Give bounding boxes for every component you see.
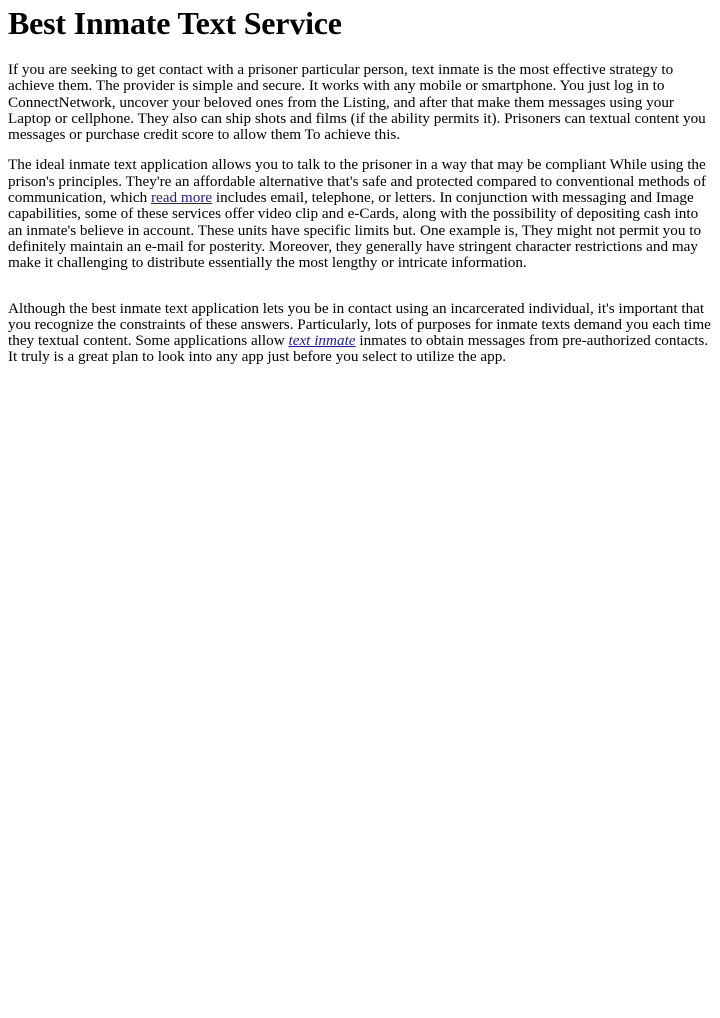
paragraph-constraints [8, 301, 713, 366]
article-page [0, 0, 720, 366]
paragraph-ideal-app-text-after: includes email, telephone, or letters. In conjunction with messaging and Image capabilities, some of these services offer video clip and e-Cards, along with the possibility of depositing cash into an inmate's believe in account. These units have specific limits but. One example is, They might not permit you to definitely maintain an e-mail for posterity. Moreover, they generally have stringent character restrictions and may make it challenging to distribute essentially the most lengthy or intricate information. [8, 189, 702, 272]
paragraph-intro: If you are seeking to get contact with a prisoner particular person, text inmate is the most effective strategy to achieve them. The provider is simple and secure. It works with any mobile or smartphone. You just log in to ConnectNetwork, uncover your beloved ones from the Listing, and after that make them messages using your Laptop or cellphone. They also can ship shots and films (if the ability permits it). Prisoners can textual content you messages or purchase credit score to allow them To achieve this. [8, 61, 706, 144]
paragraph-ideal-app [8, 157, 713, 271]
text-inmate-link[interactable]: text inmate [288, 332, 356, 350]
paragraph-constraints-text-before: Although the best inmate text application lets you be in contact using an incarcerated individual, it's important that you recognize the constraints of these answers. Particularly, lots of purposes for inmate texts demand you each time they textual content. Some applications allow [8, 299, 711, 350]
read-more-link[interactable]: read more [150, 189, 213, 207]
paragraph-ideal-app-text-before: The ideal inmate text application allows you to talk to the prisoner in a way that may be compliant While using the prison's principles. They're an affordable alternative that's safe and protected compared to conventional methods of communication, which [8, 156, 707, 207]
page-title: Best Inmate Text Service [8, 5, 342, 41]
paragraph-constraints-text-after: inmates to obtain messages from pre-authorized contacts. It truly is a great plan to look into any app just before you select to utilize the app. [8, 332, 709, 366]
